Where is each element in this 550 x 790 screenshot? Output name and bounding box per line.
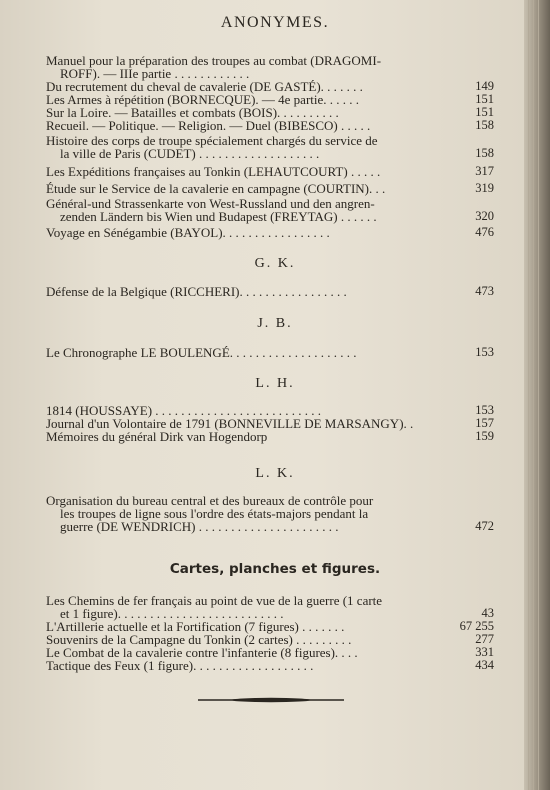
page-edge-stack [524, 0, 550, 790]
page-number: 151 [475, 105, 494, 119]
entry-text-line: la ville de Paris (CUDET) . . . . . . . . . . . . . . . . . . . [60, 146, 320, 161]
page-number: 277 [475, 632, 494, 646]
section-title-cartes: Cartes, planches et figures. [169, 561, 381, 577]
entry-text-line: Les Armes à répétition (BORNECQUE). — 4e partie. . . . . . [46, 92, 360, 107]
entry-text-line: L'Artillerie actuelle et la Fortification (7 figures) . . . . . . . [46, 619, 345, 634]
page-number: 472 [475, 519, 494, 533]
entry-text-line: Recueil. — Politique. — Religion. — Duel (BIBESCO) . . . . . [46, 118, 371, 133]
entry-text-line: Manuel pour la préparation des troupes au combat (DRAGOMI- [46, 53, 382, 68]
page-number: 159 [475, 429, 494, 443]
tailpiece-ornament [196, 695, 346, 705]
entry-text-line: 1814 (HOUSSAYE) . . . . . . . . . . . . . . . . . . . . . . . . . . [46, 403, 322, 418]
entry-text-line: Les Expéditions françaises au Tonkin (LEHAUTCOURT) . . . . . [46, 164, 381, 179]
page-number: 473 [475, 284, 494, 298]
entry-lehautcourt [46, 165, 494, 178]
entry-dragomiroff [46, 54, 494, 80]
entry-boulenge [46, 346, 494, 359]
entry-text-line: les troupes de ligne sous l'ordre des états-majors pendant la [60, 506, 369, 521]
page-number: 158 [475, 118, 494, 132]
page-number: 320 [475, 209, 494, 223]
entry-text-line: et 1 figure). . . . . . . . . . . . . . . . . . . . . . . . . . [60, 606, 284, 621]
entry-text-line: Histoire des corps de troupe spécialement chargés du service de [46, 133, 378, 148]
page-number: 476 [475, 225, 494, 239]
entry-text-line: Le Chronographe LE BOULENGÉ. . . . . . . . . . . . . . . . . . . . [46, 345, 357, 360]
entry-riccheri [46, 285, 494, 298]
entry-hogendorp [46, 430, 494, 443]
section-title-jb: J. B. [257, 316, 293, 331]
entry-text-line: Journal d'un Volontaire de 1791 (BONNEVILLE DE MARSANGY). . [46, 416, 414, 431]
page-number: 67 255 [459, 619, 494, 633]
entry-text-line: ROFF). — IIIe partie . . . . . . . . . . . . [60, 66, 250, 81]
page-edge-line [538, 0, 539, 790]
entry-text-line: Général-und Strassenkarte von West-Russland und den angren- [46, 196, 375, 211]
entry-courtin [46, 182, 494, 195]
entry-text-line: Organisation du bureau central et des bureaux de contrôle pour [46, 493, 374, 508]
page-number: 317 [475, 164, 494, 178]
page-number: 151 [475, 92, 494, 106]
entry-text-line: Étude sur le Service de la cavalerie en campagne (COURTIN). . . [46, 181, 386, 196]
page-number: 153 [475, 403, 494, 417]
page-number: 43 [481, 606, 494, 620]
page-edge-line [528, 0, 529, 790]
entry-text-line: Tactique des Feux (1 figure). . . . . . . . . . . . . . . . . . . [46, 658, 314, 673]
entry-freytag [46, 197, 494, 223]
page-number: 153 [475, 345, 494, 359]
entry-text-line: Mémoires du général Dirk van Hogendorp [46, 429, 268, 444]
page-number: 331 [475, 645, 494, 659]
entry-chemins-de-fer [46, 594, 494, 620]
entry-text-line: Sur la Loire. — Batailles et combats (BOIS). . . . . . . . . . [46, 105, 339, 120]
entry-text-line: zenden Ländern bis Wien und Budapest (FREYTAG) . . . . . . [60, 209, 377, 224]
page-number: 319 [475, 181, 494, 195]
entry-wendrich [46, 494, 494, 533]
page-number: 434 [475, 658, 494, 672]
entry-bibesco [46, 119, 494, 132]
entry-text-line: Voyage en Sénégambie (BAYOL). . . . . . . . . . . . . . . . . [46, 225, 330, 240]
section-title-lk: L. K. [255, 466, 295, 481]
entry-text-line: Défense de la Belgique (RICCHERI). . . . . . . . . . . . . . . . . [46, 284, 347, 299]
page-header: ANONYMES. [220, 14, 330, 31]
page-number: 157 [475, 416, 494, 430]
entry-text-line: Les Chemins de fer français au point de vue de la guerre (1 carte [46, 593, 383, 608]
entry-text-line: Souvenirs de la Campagne du Tonkin (2 cartes) . . . . . . . . . [46, 632, 352, 647]
entry-cudet [46, 134, 494, 160]
page-number: 158 [475, 146, 494, 160]
entry-text-line: guerre (DE WENDRICH) . . . . . . . . . . . . . . . . . . . . . . [60, 519, 339, 534]
page-edge-line [533, 0, 534, 790]
entry-text-line: Du recrutement du cheval de cavalerie (DE GASTÉ). . . . . . . [46, 79, 363, 94]
entry-text-line: Le Combat de la cavalerie contre l'infanterie (8 figures). . . . [46, 645, 358, 660]
section-title-gk: G. K. [254, 256, 296, 271]
entry-tactique-feux [46, 659, 494, 672]
page-number: 149 [475, 79, 494, 93]
section-title-lh: L. H. [255, 376, 295, 391]
entry-bayol [46, 226, 494, 239]
